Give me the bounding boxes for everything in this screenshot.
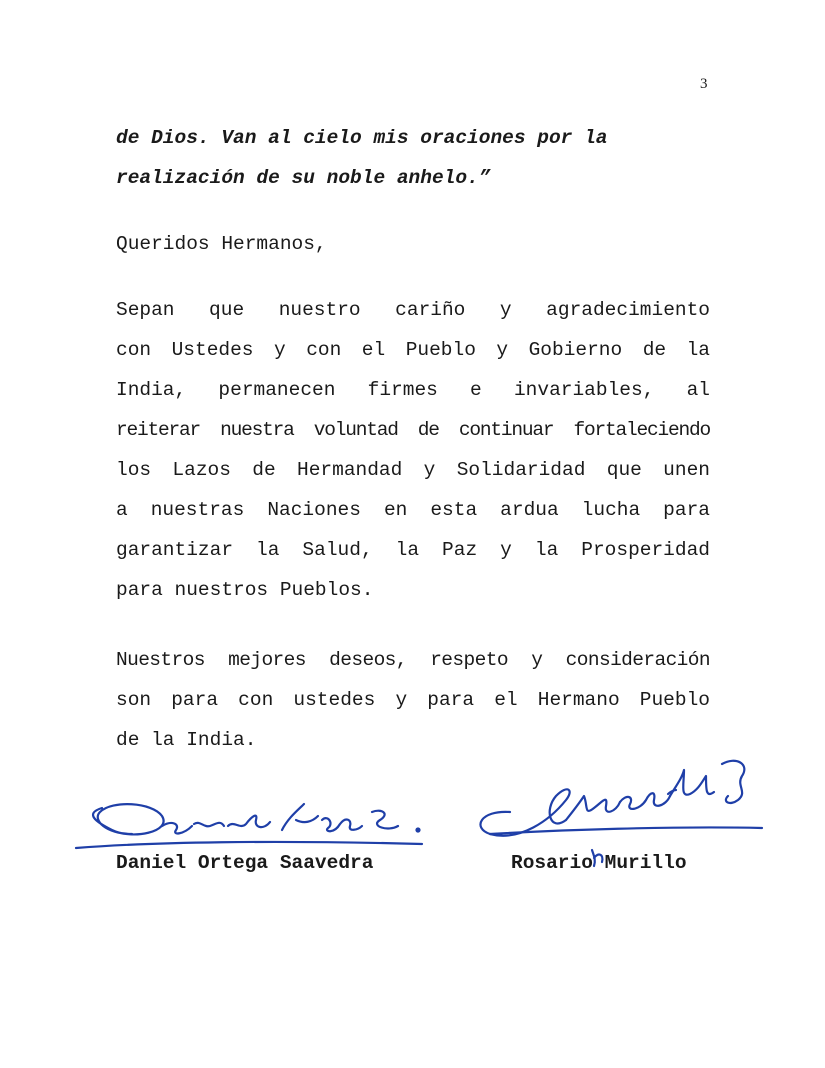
greeting: Queridos Hermanos, — [116, 233, 327, 255]
paragraph-2 — [116, 640, 710, 760]
signature-block-left — [72, 790, 432, 890]
paragraph-line: India, permanecen firmes e invariables, al — [116, 379, 710, 401]
paragraph-line: Sepan que nuestro cariño y agradecimiento — [116, 299, 710, 321]
signature-block-right — [470, 750, 770, 890]
page-number: 3 — [700, 76, 708, 92]
quote-tail — [116, 118, 716, 198]
signatory-name-daniel-ortega: Daniel Ortega Saavedra — [116, 852, 374, 874]
paragraph-line: para nuestros Pueblos. — [116, 579, 374, 601]
quote-line: de Dios. Van al cielo mis oraciones por la — [116, 127, 608, 149]
paragraph-line: garantizar la Salud, la Paz y la Prosperidad — [116, 539, 710, 561]
paragraph-line: de la India. — [116, 729, 257, 751]
paragraph-line: Nuestros mejores deseos, respeto y consideración — [116, 649, 710, 671]
paragraph-line: reiterar nuestra voluntad de continuar fortaleciendo — [116, 419, 710, 441]
paragraph-line: a nuestras Naciones en esta ardua lucha para — [116, 499, 710, 521]
paragraph-line: los Lazos de Hermandad y Solidaridad que unen — [116, 459, 710, 481]
quote-line: realización de su noble anhelo.” — [116, 167, 491, 189]
paragraph-line: son para con ustedes y para el Hermano Pueblo — [116, 689, 710, 711]
paragraph-1 — [116, 290, 710, 610]
signatory-name-rosario-murillo: Rosario Murillo — [511, 852, 687, 874]
handwritten-signature-left — [72, 790, 432, 860]
paragraph-line: con Ustedes y con el Pueblo y Gobierno de la — [116, 339, 710, 361]
